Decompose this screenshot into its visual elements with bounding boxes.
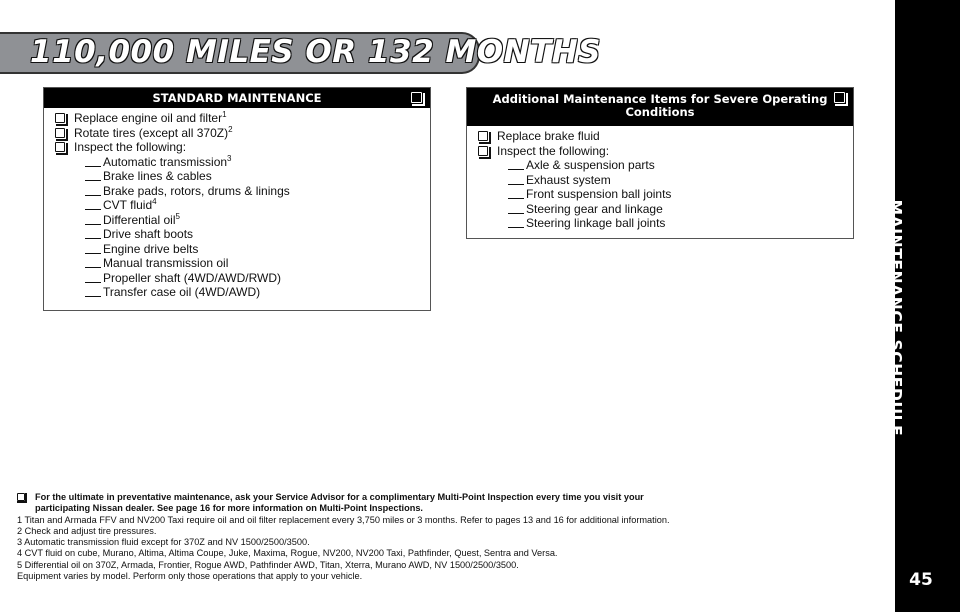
inspect-item-text: Manual transmission oil	[103, 256, 229, 270]
checkbox-icon[interactable]	[55, 128, 65, 138]
check-blank[interactable]	[85, 282, 101, 283]
checkbox-icon[interactable]	[478, 131, 488, 141]
footnote-ref: 1	[222, 110, 227, 119]
inspect-item-text: Engine drive belts	[103, 241, 199, 256]
standard-maintenance-title: STANDARD MAINTENANCE	[152, 91, 322, 105]
severe-conditions-title-line1: Additional Maintenance Items for Severe Operating	[492, 92, 828, 106]
footnote-ref: 2	[228, 124, 233, 134]
checkbox-icon[interactable]	[478, 146, 488, 156]
inspect-item-text: Drive shaft boots	[103, 227, 194, 241]
severe-conditions-box	[466, 87, 854, 239]
item-text: Replace brake fluid	[497, 129, 600, 143]
sidebar-label: MAINTENANCE SCHEDULE	[887, 199, 905, 437]
multi-point-inspection-note	[17, 492, 867, 503]
inspect-item-text: Transfer case oil (4WD/AWD)	[103, 285, 261, 299]
footnote-ref: 4	[152, 197, 157, 206]
severe-conditions-header	[467, 88, 853, 126]
inspect-item-text: Brake lines & cables	[103, 169, 212, 183]
checkbox-icon	[17, 493, 25, 501]
inspect-item-text: Steering linkage ball joints	[526, 216, 666, 230]
check-blank[interactable]	[508, 198, 524, 199]
check-blank[interactable]	[508, 227, 524, 228]
footnote: 3 Automatic transmission fluid except for 370Z and NV 1500/2500/3500.	[17, 537, 310, 548]
inspect-item-text: Automatic transmission	[103, 154, 228, 169]
check-blank[interactable]	[85, 296, 101, 297]
page-title: 110,000 MILES OR 132 MONTHS	[30, 34, 602, 70]
standard-maintenance-header	[44, 88, 430, 108]
footnote: 1 Titan and Armada FFV and NV200 Taxi require oil and oil filter replacement every 3,750 miles or 3 months. Refer to pages 13 and 16 for additional information.	[17, 514, 670, 525]
check-blank[interactable]	[85, 267, 101, 268]
note-lead-line1: For the ultimate in preventative maintenance, ask your Service Advisor for a complimentary Multi-Point Inspection every time you visit your	[35, 492, 644, 502]
standard-maintenance-list	[55, 110, 290, 300]
inspect-item-text: Differential oil	[103, 212, 176, 227]
inspect-item-text: Axle & suspension parts	[526, 158, 655, 172]
checkbox-icon[interactable]	[55, 142, 65, 152]
check-blank[interactable]	[85, 166, 101, 167]
list-item	[55, 140, 187, 155]
inspect-item-text: Steering gear and linkage	[526, 201, 663, 216]
check-blank[interactable]	[85, 224, 101, 225]
checkbox-icon[interactable]	[55, 113, 65, 123]
page-number: 45	[909, 570, 933, 590]
list-item	[55, 124, 233, 141]
check-blank[interactable]	[85, 209, 101, 210]
footnote: 5 Differential oil on 370Z, Armada, Frontier, Rogue AWD, Pathfinder AWD, Titan, Xterra, Murano AWD, NV 1500/2500/3500.	[17, 559, 519, 570]
check-blank[interactable]	[508, 213, 524, 214]
inspect-item-text: Brake pads, rotors, drums & linings	[103, 183, 290, 198]
footnotes	[17, 492, 867, 582]
inspect-item-text: Propeller shaft (4WD/AWD/RWD)	[103, 270, 282, 285]
item-text: Inspect the following:	[74, 140, 187, 154]
inspect-item-text: CVT fluid	[103, 198, 153, 212]
check-blank[interactable]	[508, 184, 524, 185]
inspect-item-text: Exhaust system	[526, 172, 611, 187]
inspect-item-text: Front suspension ball joints	[526, 187, 672, 201]
checkbox-icon	[834, 92, 845, 103]
check-blank[interactable]	[85, 253, 101, 254]
severe-conditions-title-line2: Conditions	[625, 105, 695, 119]
equipment-note: Equipment varies by model. Perform only those operations that apply to your vehicle.	[17, 571, 363, 582]
check-blank[interactable]	[85, 195, 101, 196]
item-text: Inspect the following:	[497, 143, 610, 158]
check-blank[interactable]	[85, 180, 101, 181]
list-item	[55, 110, 227, 126]
list-item	[478, 143, 610, 159]
checkbox-icon	[411, 92, 422, 103]
check-blank[interactable]	[85, 238, 101, 239]
list-item	[478, 129, 600, 144]
footnote-ref: 5	[175, 211, 180, 221]
footnote: 4 CVT fluid on cube, Murano, Altima, Altima Coupe, Juke, Maxima, Rogue, NV200, NV200 Taxi, Pathfinder, Quest, Sentra and Versa.	[17, 548, 558, 559]
footnote: 2 Check and adjust tire pressures.	[17, 525, 157, 536]
standard-maintenance-box	[43, 87, 431, 311]
severe-conditions-list	[478, 129, 672, 231]
footnote-ref: 3	[227, 153, 232, 163]
item-text: Rotate tires (except all 370Z)	[74, 125, 229, 140]
note-lead-line2: participating Nissan dealer. See page 16 for more information on Multi-Point Inspections.	[35, 503, 423, 514]
item-text: Replace engine oil and filter	[74, 111, 223, 125]
check-blank[interactable]	[508, 169, 524, 170]
